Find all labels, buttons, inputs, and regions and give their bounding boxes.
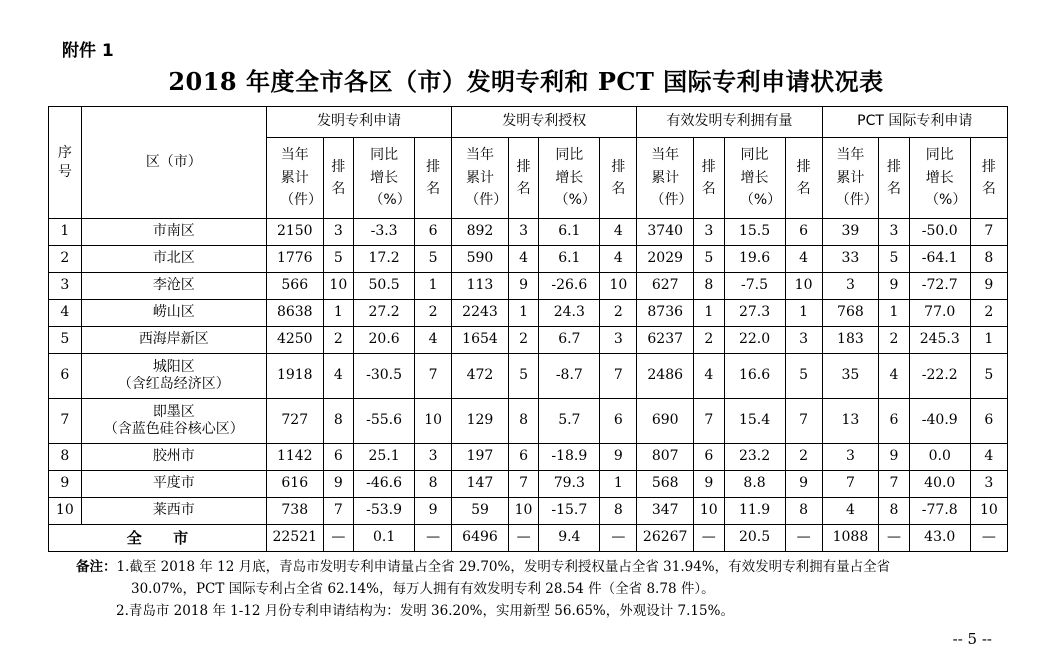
cell-c-1: 1 <box>694 300 725 327</box>
cell-a-2: -3.3 <box>354 219 415 246</box>
total-cell-a-0: 22521 <box>266 525 323 552</box>
cell-a-1: 10 <box>323 273 354 300</box>
total-cell-b-3: — <box>600 525 637 552</box>
cell-a-3: 9 <box>415 498 452 525</box>
cell-b-0: 147 <box>452 471 509 498</box>
cell-c-2: 11.9 <box>724 498 785 525</box>
cell-a-0: 2150 <box>266 219 323 246</box>
cell-d-3: 7 <box>970 219 1007 246</box>
cell-district <box>81 444 266 471</box>
cell-b-3: 4 <box>600 219 637 246</box>
cell-b-0: 1654 <box>452 327 509 354</box>
table-row <box>49 354 1008 399</box>
cell-c-2: 27.3 <box>724 300 785 327</box>
total-cell-d-2: 43.0 <box>909 525 970 552</box>
subheader-grant-yoy: 同比增长（%） <box>539 138 600 219</box>
header-group-invention-application: 发明专利申请 <box>266 107 451 138</box>
total-cell-c-1: — <box>694 525 725 552</box>
cell-a-3: 10 <box>415 399 452 444</box>
subheader-pct-yoy: 同比增长（%） <box>909 138 970 219</box>
subheader-app-cumulative: 当年累计（件） <box>266 138 323 219</box>
cell-a-3: 2 <box>415 300 452 327</box>
cell-a-0: 1918 <box>266 354 323 399</box>
cell-d-2: 40.0 <box>909 471 970 498</box>
total-cell-c-0: 26267 <box>637 525 694 552</box>
cell-seq: 10 <box>49 498 82 525</box>
cell-c-2: 15.4 <box>724 399 785 444</box>
cell-seq: 5 <box>49 327 82 354</box>
cell-a-2: 17.2 <box>354 246 415 273</box>
total-cell-c-3: — <box>785 525 822 552</box>
total-cell-c-2: 20.5 <box>724 525 785 552</box>
total-label: 全 市 <box>49 525 267 552</box>
cell-b-0: 892 <box>452 219 509 246</box>
cell-district <box>81 273 266 300</box>
cell-seq: 6 <box>49 354 82 399</box>
cell-d-0: 183 <box>822 327 879 354</box>
cell-d-3: 5 <box>970 354 1007 399</box>
cell-a-0: 4250 <box>266 327 323 354</box>
cell-c-0: 690 <box>637 399 694 444</box>
cell-a-2: -55.6 <box>354 399 415 444</box>
cell-a-1: 9 <box>323 471 354 498</box>
cell-a-2: 50.5 <box>354 273 415 300</box>
cell-a-3: 3 <box>415 444 452 471</box>
subheader-pct-cumulative: 当年累计（件） <box>822 138 879 219</box>
cell-d-1: 2 <box>879 327 910 354</box>
cell-d-1: 8 <box>879 498 910 525</box>
subheader-grant-rank: 排名 <box>508 138 539 219</box>
total-cell-b-2: 9.4 <box>539 525 600 552</box>
total-cell-d-3: — <box>970 525 1007 552</box>
cell-d-3: 9 <box>970 273 1007 300</box>
cell-b-3: 4 <box>600 246 637 273</box>
cell-a-0: 566 <box>266 273 323 300</box>
cell-a-1: 2 <box>323 327 354 354</box>
cell-c-1: 7 <box>694 399 725 444</box>
cell-c-3: 7 <box>785 399 822 444</box>
cell-a-3: 1 <box>415 273 452 300</box>
cell-b-0: 472 <box>452 354 509 399</box>
cell-a-2: -46.6 <box>354 471 415 498</box>
cell-a-3: 6 <box>415 219 452 246</box>
cell-a-1: 6 <box>323 444 354 471</box>
cell-b-2: 6.1 <box>539 246 600 273</box>
note-line-1: 备注：1.截至 2018 年 12 月底，青岛市发明专利申请量占全省 29.70%，发明专利授权量占全省 31.94%，有效发明专利拥有量占全省 <box>76 559 891 575</box>
cell-district <box>81 471 266 498</box>
cell-b-2: -26.6 <box>539 273 600 300</box>
cell-b-0: 197 <box>452 444 509 471</box>
cell-seq: 3 <box>49 273 82 300</box>
subheader-grant-yoy-rank: 排名 <box>600 138 637 219</box>
cell-c-3: 10 <box>785 273 822 300</box>
cell-b-1: 7 <box>508 471 539 498</box>
cell-b-1: 10 <box>508 498 539 525</box>
cell-d-1: 9 <box>879 273 910 300</box>
cell-a-0: 1142 <box>266 444 323 471</box>
table-row <box>49 246 1008 273</box>
cell-c-2: 19.6 <box>724 246 785 273</box>
district-name: 即墨区 <box>152 403 195 420</box>
cell-district <box>81 219 266 246</box>
cell-b-1: 9 <box>508 273 539 300</box>
cell-d-0: 3 <box>822 273 879 300</box>
table-row <box>49 498 1008 525</box>
district-name: 市北区 <box>152 250 195 267</box>
table-body <box>49 219 1008 552</box>
table-row <box>49 327 1008 354</box>
cell-b-2: 79.3 <box>539 471 600 498</box>
table-row <box>49 300 1008 327</box>
district-note: （含红岛经济区） <box>117 376 230 392</box>
cell-d-0: 7 <box>822 471 879 498</box>
table-row <box>49 219 1008 246</box>
cell-c-3: 5 <box>785 354 822 399</box>
cell-a-0: 1776 <box>266 246 323 273</box>
cell-c-0: 3740 <box>637 219 694 246</box>
cell-b-1: 6 <box>508 444 539 471</box>
total-cell-a-2: 0.1 <box>354 525 415 552</box>
cell-c-3: 9 <box>785 471 822 498</box>
cell-d-0: 39 <box>822 219 879 246</box>
cell-c-3: 4 <box>785 246 822 273</box>
cell-c-2: 8.8 <box>724 471 785 498</box>
cell-c-1: 3 <box>694 219 725 246</box>
subheader-pct-rank: 排名 <box>879 138 910 219</box>
cell-d-1: 6 <box>879 399 910 444</box>
document-title: 2018 年度全市各区（市）发明专利和 PCT 国际专利申请状况表 <box>168 67 884 96</box>
district-name: 西海岸新区 <box>138 331 209 348</box>
cell-d-1: 9 <box>879 444 910 471</box>
cell-c-2: 22.0 <box>724 327 785 354</box>
cell-c-2: 23.2 <box>724 444 785 471</box>
district-name: 崂山区 <box>152 304 195 321</box>
cell-b-2: -18.9 <box>539 444 600 471</box>
cell-d-3: 4 <box>970 444 1007 471</box>
cell-a-0: 727 <box>266 399 323 444</box>
cell-c-1: 8 <box>694 273 725 300</box>
cell-d-1: 3 <box>879 219 910 246</box>
cell-c-3: 3 <box>785 327 822 354</box>
cell-b-3: 2 <box>600 300 637 327</box>
cell-b-2: 6.7 <box>539 327 600 354</box>
cell-district <box>81 354 266 399</box>
cell-c-1: 9 <box>694 471 725 498</box>
cell-c-3: 2 <box>785 444 822 471</box>
district-name: 平度市 <box>152 475 195 492</box>
subheader-valid-cumulative: 当年累计（件） <box>637 138 694 219</box>
cell-c-0: 6237 <box>637 327 694 354</box>
cell-c-0: 2486 <box>637 354 694 399</box>
subheader-valid-yoy: 同比增长（%） <box>724 138 785 219</box>
cell-d-0: 33 <box>822 246 879 273</box>
cell-d-3: 3 <box>970 471 1007 498</box>
cell-d-1: 7 <box>879 471 910 498</box>
table-row <box>49 399 1008 444</box>
note-line-2: 2.青岛市 2018 年 1-12 月份专利申请结构为：发明 36.20%，实用新型 56.65%，外观设计 7.15%。 <box>116 603 734 619</box>
district-name: 胶州市 <box>152 448 195 465</box>
cell-b-1: 4 <box>508 246 539 273</box>
cell-district <box>81 246 266 273</box>
cell-a-2: 27.2 <box>354 300 415 327</box>
cell-c-3: 1 <box>785 300 822 327</box>
cell-c-0: 627 <box>637 273 694 300</box>
cell-c-3: 6 <box>785 219 822 246</box>
cell-d-2: -22.2 <box>909 354 970 399</box>
page-number: -- 5 -- <box>952 630 992 648</box>
cell-district <box>81 300 266 327</box>
cell-b-3: 3 <box>600 327 637 354</box>
subheader-pct-yoy-rank: 排名 <box>970 138 1007 219</box>
cell-b-0: 113 <box>452 273 509 300</box>
cell-b-1: 8 <box>508 399 539 444</box>
cell-district <box>81 399 266 444</box>
cell-d-1: 5 <box>879 246 910 273</box>
cell-c-0: 347 <box>637 498 694 525</box>
cell-c-1: 5 <box>694 246 725 273</box>
cell-c-2: 15.5 <box>724 219 785 246</box>
cell-b-3: 10 <box>600 273 637 300</box>
cell-d-2: 77.0 <box>909 300 970 327</box>
cell-d-3: 2 <box>970 300 1007 327</box>
table-row <box>49 444 1008 471</box>
cell-c-2: 16.6 <box>724 354 785 399</box>
attachment-label: 附件 1 <box>62 41 114 61</box>
cell-d-3: 1 <box>970 327 1007 354</box>
cell-c-3: 8 <box>785 498 822 525</box>
cell-a-2: -53.9 <box>354 498 415 525</box>
cell-a-2: -30.5 <box>354 354 415 399</box>
cell-a-1: 7 <box>323 498 354 525</box>
cell-d-2: -40.9 <box>909 399 970 444</box>
cell-b-3: 8 <box>600 498 637 525</box>
cell-c-1: 2 <box>694 327 725 354</box>
total-row <box>49 525 1008 552</box>
total-cell-b-0: 6496 <box>452 525 509 552</box>
cell-d-0: 768 <box>822 300 879 327</box>
cell-c-1: 4 <box>694 354 725 399</box>
district-name: 莱西市 <box>152 502 195 519</box>
cell-a-0: 738 <box>266 498 323 525</box>
cell-c-0: 8736 <box>637 300 694 327</box>
cell-seq: 1 <box>49 219 82 246</box>
cell-b-3: 6 <box>600 399 637 444</box>
header-group-pct: PCT 国际专利申请 <box>822 107 1007 138</box>
cell-a-1: 5 <box>323 246 354 273</box>
cell-b-3: 7 <box>600 354 637 399</box>
cell-d-3: 6 <box>970 399 1007 444</box>
cell-seq: 8 <box>49 444 82 471</box>
patent-status-table <box>48 106 1008 552</box>
table-row <box>49 273 1008 300</box>
total-cell-b-1: — <box>508 525 539 552</box>
cell-a-3: 7 <box>415 354 452 399</box>
cell-b-3: 9 <box>600 444 637 471</box>
total-cell-d-1: — <box>879 525 910 552</box>
cell-c-2: -7.5 <box>724 273 785 300</box>
cell-b-1: 2 <box>508 327 539 354</box>
district-name: 城阳区 <box>152 358 195 375</box>
cell-b-0: 590 <box>452 246 509 273</box>
cell-district <box>81 498 266 525</box>
note-line-1b: 30.07%，PCT 国际专利占全省 62.14%，每万人拥有有效发明专利 28.54 件（全省 8.78 件）。 <box>131 581 715 597</box>
subheader-app-yoy: 同比增长（%） <box>354 138 415 219</box>
subheader-app-yoy-rank: 排名 <box>415 138 452 219</box>
cell-a-2: 20.6 <box>354 327 415 354</box>
cell-a-0: 8638 <box>266 300 323 327</box>
notes <box>76 556 1016 622</box>
cell-b-3: 1 <box>600 471 637 498</box>
cell-a-3: 5 <box>415 246 452 273</box>
cell-seq: 2 <box>49 246 82 273</box>
cell-d-2: 245.3 <box>909 327 970 354</box>
cell-a-1: 8 <box>323 399 354 444</box>
cell-b-1: 5 <box>508 354 539 399</box>
cell-d-2: -64.1 <box>909 246 970 273</box>
cell-b-0: 59 <box>452 498 509 525</box>
table-row <box>49 471 1008 498</box>
cell-d-0: 13 <box>822 399 879 444</box>
cell-a-3: 4 <box>415 327 452 354</box>
cell-b-1: 3 <box>508 219 539 246</box>
header-group-valid-invention: 有效发明专利拥有量 <box>637 107 822 138</box>
cell-d-0: 3 <box>822 444 879 471</box>
cell-d-0: 35 <box>822 354 879 399</box>
cell-c-0: 2029 <box>637 246 694 273</box>
total-cell-d-0: 1088 <box>822 525 879 552</box>
cell-b-2: 6.1 <box>539 219 600 246</box>
total-cell-a-3: — <box>415 525 452 552</box>
cell-d-1: 1 <box>879 300 910 327</box>
cell-b-2: 24.3 <box>539 300 600 327</box>
subheader-grant-cumulative: 当年累计（件） <box>452 138 509 219</box>
cell-d-2: -77.8 <box>909 498 970 525</box>
cell-seq: 9 <box>49 471 82 498</box>
cell-a-1: 1 <box>323 300 354 327</box>
cell-d-2: -72.7 <box>909 273 970 300</box>
cell-d-3: 8 <box>970 246 1007 273</box>
cell-c-0: 568 <box>637 471 694 498</box>
cell-c-1: 6 <box>694 444 725 471</box>
cell-b-0: 129 <box>452 399 509 444</box>
cell-d-2: -50.0 <box>909 219 970 246</box>
district-note: （含蓝色硅谷核心区） <box>103 421 244 437</box>
cell-d-1: 4 <box>879 354 910 399</box>
cell-a-0: 616 <box>266 471 323 498</box>
cell-b-2: -15.7 <box>539 498 600 525</box>
header-seq: 序号 <box>49 107 82 219</box>
subheader-app-rank: 排名 <box>323 138 354 219</box>
cell-district <box>81 327 266 354</box>
cell-b-1: 1 <box>508 300 539 327</box>
subheader-valid-rank: 排名 <box>694 138 725 219</box>
cell-c-1: 10 <box>694 498 725 525</box>
cell-a-1: 4 <box>323 354 354 399</box>
total-cell-a-1: — <box>323 525 354 552</box>
cell-seq: 4 <box>49 300 82 327</box>
district-name: 市南区 <box>152 223 195 240</box>
subheader-valid-yoy-rank: 排名 <box>785 138 822 219</box>
header-district: 区（市） <box>81 107 266 219</box>
cell-a-1: 3 <box>323 219 354 246</box>
cell-a-3: 8 <box>415 471 452 498</box>
cell-d-3: 10 <box>970 498 1007 525</box>
header-group-invention-grant: 发明专利授权 <box>452 107 637 138</box>
cell-d-2: 0.0 <box>909 444 970 471</box>
cell-a-2: 25.1 <box>354 444 415 471</box>
notes-label: 备注： <box>76 559 117 575</box>
cell-seq: 7 <box>49 399 82 444</box>
cell-c-0: 807 <box>637 444 694 471</box>
cell-b-2: -8.7 <box>539 354 600 399</box>
district-name: 李沧区 <box>152 277 195 294</box>
cell-b-0: 2243 <box>452 300 509 327</box>
cell-b-2: 5.7 <box>539 399 600 444</box>
cell-d-0: 4 <box>822 498 879 525</box>
